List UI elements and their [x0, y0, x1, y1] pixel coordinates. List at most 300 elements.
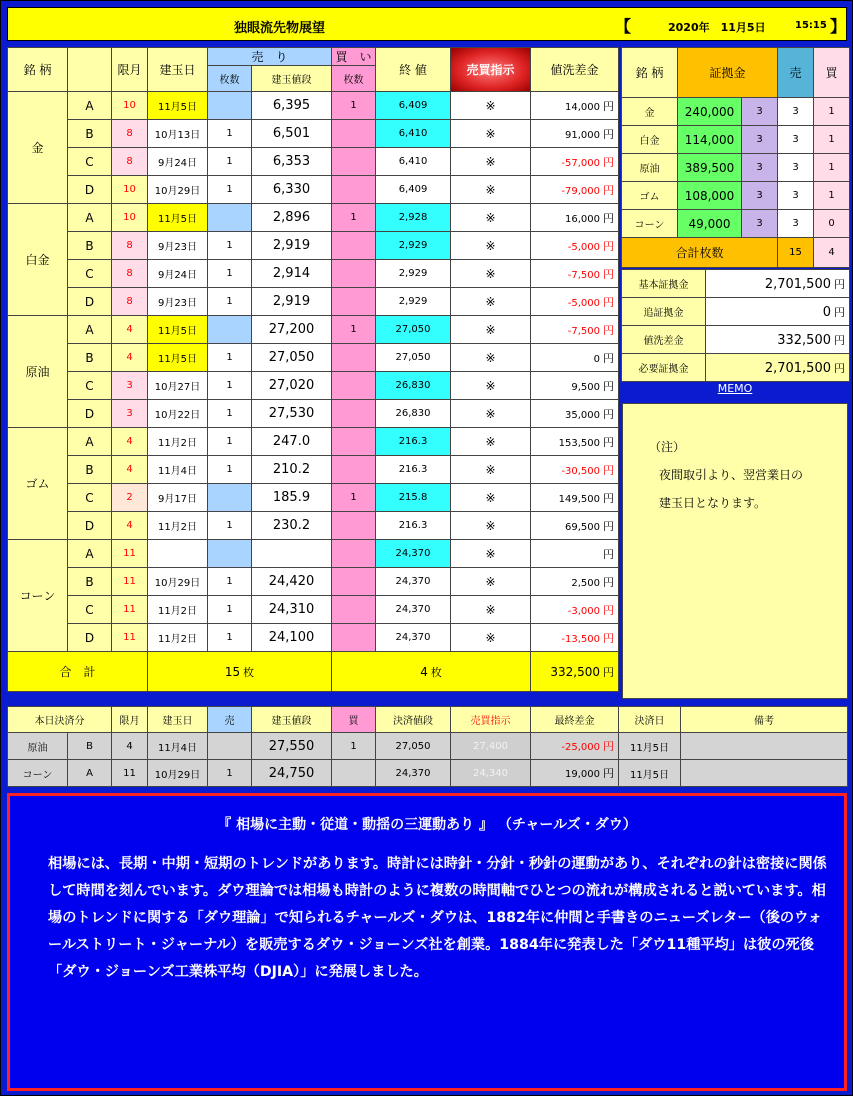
row-date — [148, 540, 208, 568]
row-buy-text: 1 — [350, 212, 357, 223]
margin-brand — [622, 98, 678, 126]
row-order-text: ※ — [485, 434, 496, 449]
row-order[interactable] — [451, 512, 531, 540]
row-order[interactable] — [451, 92, 531, 120]
col-order — [451, 48, 531, 92]
row-close-text: 6,409 — [398, 100, 428, 111]
margin-value-text: 49,000 — [688, 216, 731, 231]
row-price-text: 6,330 — [272, 182, 311, 197]
row-close-text: 6,410 — [398, 156, 428, 167]
row-order-text: ※ — [485, 154, 496, 169]
table-row — [8, 316, 619, 344]
row-order-text: ※ — [485, 630, 496, 645]
margin-value — [678, 182, 742, 210]
row-sell-text: 1 — [226, 240, 233, 251]
row-id — [68, 120, 112, 148]
margin-sell-text: 3 — [792, 106, 799, 117]
row-close-text: 27,050 — [395, 352, 431, 363]
col-sell-text: 売 — [224, 716, 235, 727]
row-close — [376, 400, 451, 428]
total-label-text: 合 計 — [59, 665, 96, 679]
row-sell-text: 1 — [226, 128, 233, 139]
total-sell — [148, 652, 332, 692]
row-diff-text: 9,500 — [571, 381, 601, 393]
yen-unit: 円 — [603, 155, 615, 169]
settle-name — [8, 760, 68, 787]
memo-box — [622, 403, 848, 699]
row-diff — [531, 176, 619, 204]
margin-table — [621, 47, 850, 268]
col-price-text: 建玉値段 — [271, 716, 312, 727]
yen-unit: 円 — [603, 295, 615, 309]
margin-buy — [814, 210, 850, 238]
margin-sell-text: 3 — [792, 190, 799, 201]
settle-date-text: 11月4日 — [157, 742, 198, 754]
row-price — [252, 344, 332, 372]
settle-final — [531, 760, 619, 787]
row-id-text: C — [85, 490, 94, 505]
row-diff-text: 14,000 — [565, 101, 601, 113]
row-sell — [208, 148, 252, 176]
row-close — [376, 316, 451, 344]
row-buy-text: 1 — [350, 100, 357, 111]
row-month — [112, 568, 148, 596]
row-price — [252, 260, 332, 288]
row-order[interactable] — [451, 316, 531, 344]
row-sell — [208, 484, 252, 512]
summary-value — [706, 354, 850, 382]
row-order[interactable] — [451, 204, 531, 232]
row-order-text: ※ — [485, 462, 496, 477]
row-diff-text: -57,000 — [561, 157, 601, 169]
row-date-text: 11月2日 — [157, 438, 198, 449]
row-date-text: 10月29日 — [154, 578, 201, 589]
col-brand-text: 銘 柄 — [23, 63, 52, 77]
row-date — [148, 400, 208, 428]
row-buy — [332, 456, 376, 484]
row-close — [376, 120, 451, 148]
row-month-text: 8 — [126, 268, 133, 279]
margin-value — [678, 126, 742, 154]
col-buy-text: 買 — [825, 66, 838, 80]
row-price — [252, 512, 332, 540]
row-date-text: 10月29日 — [154, 186, 201, 197]
row-close-text: 26,830 — [395, 380, 431, 391]
settle-note — [681, 760, 848, 787]
margin-row — [622, 154, 850, 182]
row-diff-text: -7,500 — [567, 269, 601, 281]
yen-unit: 円 — [834, 277, 845, 291]
table-row — [8, 428, 619, 456]
row-price-text: 185.9 — [272, 490, 311, 505]
row-close — [376, 148, 451, 176]
row-id — [68, 204, 112, 232]
row-sell — [208, 540, 252, 568]
row-sell-text: 1 — [226, 604, 233, 615]
col-buy — [332, 48, 376, 66]
row-order[interactable] — [451, 400, 531, 428]
row-date — [148, 344, 208, 372]
margin-header — [622, 48, 850, 98]
settlement-table — [7, 706, 848, 787]
row-close — [376, 484, 451, 512]
row-diff — [531, 428, 619, 456]
col-month-text: 限月 — [117, 63, 142, 77]
row-id — [68, 176, 112, 204]
brand-name-text: ゴム — [25, 477, 50, 491]
col-sell-qty — [208, 66, 252, 92]
row-close — [376, 428, 451, 456]
yen-unit: 円 — [603, 407, 615, 421]
row-date — [148, 484, 208, 512]
row-sell-text: 1 — [226, 184, 233, 195]
row-price — [252, 92, 332, 120]
positions-table — [7, 47, 619, 692]
memo-line: 夜間取引より、翌営業日の — [659, 468, 804, 482]
row-diff — [531, 512, 619, 540]
margin-sell — [778, 98, 814, 126]
row-month-text: 4 — [126, 352, 133, 363]
row-order[interactable] — [451, 148, 531, 176]
row-id-text: C — [85, 154, 94, 169]
col-sell — [778, 48, 814, 98]
header-bar — [7, 7, 847, 41]
row-date-text: 11月5日 — [157, 102, 198, 113]
margin-brand-text: ゴム — [639, 192, 660, 203]
summary-row — [622, 298, 850, 326]
summary-label-text: 追証拠金 — [643, 308, 684, 319]
settle-id-text: B — [86, 740, 93, 752]
settle-price — [252, 733, 332, 760]
col-date — [148, 48, 208, 92]
col-date-text: 建玉日 — [162, 716, 193, 727]
col-id — [68, 48, 112, 92]
margin-buy-text: 1 — [828, 162, 835, 173]
col-margin — [678, 48, 778, 98]
row-month-text: 3 — [126, 408, 133, 419]
row-buy — [332, 120, 376, 148]
total-label — [8, 652, 148, 692]
total-sell-text: 15 — [224, 664, 241, 679]
row-date-text: 9月23日 — [157, 298, 198, 309]
brand-name — [8, 428, 68, 540]
table-row — [8, 400, 619, 428]
margin-total-sell — [778, 238, 814, 268]
brand-name-text: 金 — [31, 141, 44, 155]
total-diff — [531, 652, 619, 692]
row-diff-text: 16,000 — [565, 213, 601, 225]
row-month-text: 11 — [123, 576, 136, 587]
margin-value — [678, 154, 742, 182]
settle-final — [531, 733, 619, 760]
row-diff — [531, 204, 619, 232]
row-close-text: 26,830 — [395, 408, 431, 419]
brand-name-text: コーン — [19, 589, 56, 603]
row-order[interactable] — [451, 176, 531, 204]
yen-unit: 円 — [603, 463, 615, 477]
row-price-text: 24,100 — [268, 630, 315, 645]
row-buy — [332, 344, 376, 372]
row-diff-text: 35,000 — [565, 409, 601, 421]
row-buy — [332, 596, 376, 624]
row-date — [148, 624, 208, 652]
row-order[interactable] — [451, 568, 531, 596]
yen-unit: 円 — [603, 183, 615, 197]
memo-title[interactable]: MEMO — [717, 382, 753, 395]
margin-brand — [622, 126, 678, 154]
margin-sell — [778, 182, 814, 210]
row-id-text: B — [85, 462, 94, 477]
unit: 枚 — [430, 665, 442, 679]
header-time: 15:15 — [795, 20, 827, 31]
page-title: 独眼流先物展望 — [234, 21, 326, 36]
row-id — [68, 400, 112, 428]
row-id-text: C — [85, 378, 94, 393]
summary-label — [622, 298, 706, 326]
row-date — [148, 372, 208, 400]
settle-row — [8, 733, 848, 760]
row-close — [376, 176, 451, 204]
row-date — [148, 568, 208, 596]
row-sell — [208, 456, 252, 484]
row-diff — [531, 148, 619, 176]
row-buy — [332, 260, 376, 288]
margin-total-buy-text: 4 — [828, 247, 835, 258]
row-close-text: 216.3 — [398, 520, 428, 531]
col-date-text: 建玉日 — [159, 63, 196, 77]
row-id — [68, 92, 112, 120]
row-order-text: ※ — [485, 546, 496, 561]
row-price — [252, 372, 332, 400]
margin-mult-text: 3 — [756, 106, 763, 117]
settle-name-text: 原油 — [27, 742, 48, 754]
settle-date-text: 10月29日 — [154, 769, 201, 781]
row-order[interactable] — [451, 484, 531, 512]
col-name-text: 本日決済分 — [34, 716, 85, 727]
col-buy-text: 買 — [348, 716, 359, 727]
row-date — [148, 260, 208, 288]
row-date-text: 11月2日 — [157, 634, 198, 645]
table-row — [8, 204, 619, 232]
settle-order-text: 24,340 — [473, 767, 508, 779]
col-price — [252, 707, 332, 733]
unit: 枚 — [243, 665, 255, 679]
row-price — [252, 288, 332, 316]
row-sell-text: 1 — [226, 380, 233, 391]
total-buy-text: 4 — [420, 664, 428, 679]
row-order-text: ※ — [485, 350, 496, 365]
margin-brand — [622, 154, 678, 182]
row-price-text: 247.0 — [272, 434, 311, 449]
row-sell — [208, 568, 252, 596]
row-close-text: 6,409 — [398, 184, 428, 195]
table-row — [8, 568, 619, 596]
row-order[interactable] — [451, 456, 531, 484]
row-month-text: 4 — [126, 436, 133, 447]
row-close — [376, 204, 451, 232]
row-diff — [531, 316, 619, 344]
margin-value-text: 389,500 — [684, 160, 735, 175]
row-date — [148, 456, 208, 484]
row-diff — [531, 120, 619, 148]
row-order[interactable] — [451, 120, 531, 148]
row-order[interactable] — [451, 540, 531, 568]
row-sell — [208, 204, 252, 232]
table-row — [8, 120, 619, 148]
row-buy — [332, 372, 376, 400]
row-order[interactable] — [451, 428, 531, 456]
row-sell — [208, 344, 252, 372]
row-buy — [332, 568, 376, 596]
table-row — [8, 596, 619, 624]
margin-row — [622, 126, 850, 154]
row-order[interactable] — [451, 344, 531, 372]
row-close — [376, 288, 451, 316]
yen-unit: 円 — [603, 631, 615, 645]
yen-unit: 円 — [603, 379, 615, 393]
row-id-text: D — [84, 630, 95, 645]
row-price-text: 2,919 — [272, 294, 311, 309]
summary-value-text: 2,701,500 — [764, 360, 831, 376]
settle-month-text: 11 — [123, 767, 136, 779]
row-order-text: ※ — [485, 238, 496, 253]
row-date-text: 11月2日 — [157, 606, 198, 617]
row-date — [148, 232, 208, 260]
row-order[interactable] — [451, 260, 531, 288]
row-order[interactable] — [451, 288, 531, 316]
row-diff-text: -30,500 — [561, 465, 601, 477]
row-month — [112, 456, 148, 484]
margin-total-label-text: 合計枚数 — [675, 246, 724, 260]
row-id-text: A — [85, 98, 94, 113]
settle-id — [68, 733, 112, 760]
row-close-text: 6,410 — [398, 128, 428, 139]
yen-unit: 円 — [603, 435, 615, 449]
brand-name-text: 原油 — [25, 365, 50, 379]
row-order[interactable] — [451, 624, 531, 652]
row-buy-text: 1 — [350, 324, 357, 335]
row-month-text: 11 — [123, 548, 136, 559]
margin-mult — [742, 182, 778, 210]
row-price-text: 2,919 — [272, 238, 311, 253]
row-date-text: 11月5日 — [157, 214, 198, 225]
margin-buy-text: 0 — [828, 218, 835, 229]
row-price — [252, 400, 332, 428]
row-date — [148, 204, 208, 232]
row-close — [376, 344, 451, 372]
row-order-text: ※ — [485, 322, 496, 337]
row-price-text: 6,501 — [272, 126, 311, 141]
margin-sell — [778, 210, 814, 238]
margin-mult — [742, 210, 778, 238]
margin-summary — [621, 269, 850, 382]
row-price-text: 2,914 — [272, 266, 311, 281]
row-id — [68, 540, 112, 568]
row-id — [68, 596, 112, 624]
col-margin-text: 証拠金 — [709, 66, 746, 80]
col-sell-text: 売 り — [251, 50, 288, 64]
row-close-text: 24,370 — [395, 548, 431, 559]
margin-mult — [742, 126, 778, 154]
row-month — [112, 204, 148, 232]
yen-unit: 円 — [834, 333, 845, 347]
row-diff-text: 153,500 — [558, 437, 601, 449]
row-id-text: B — [85, 238, 94, 253]
row-sell-text: 1 — [226, 464, 233, 475]
margin-mult-text: 3 — [756, 162, 763, 173]
margin-sell — [778, 126, 814, 154]
row-diff — [531, 260, 619, 288]
row-diff-text: -79,000 — [561, 185, 601, 197]
summary-row — [622, 354, 850, 382]
settle-note — [681, 733, 848, 760]
settle-order — [451, 760, 531, 787]
col-close-text: 終 値 — [399, 63, 427, 77]
row-sell — [208, 232, 252, 260]
table-row — [8, 372, 619, 400]
row-id — [68, 344, 112, 372]
settle-final-text: -25,000 — [561, 742, 600, 753]
margin-row — [622, 98, 850, 126]
col-month — [112, 707, 148, 733]
row-month — [112, 260, 148, 288]
row-sell — [208, 512, 252, 540]
yen-unit: 円 — [603, 740, 614, 753]
row-buy — [332, 204, 376, 232]
col-brand — [8, 48, 68, 92]
col-buy-qty-text: 枚数 — [343, 75, 364, 86]
row-diff — [531, 484, 619, 512]
row-date — [148, 596, 208, 624]
row-month-text: 10 — [123, 212, 136, 223]
row-buy — [332, 484, 376, 512]
row-close — [376, 568, 451, 596]
yen-unit: 円 — [603, 99, 615, 113]
row-month — [112, 148, 148, 176]
row-date-text: 10月27日 — [154, 382, 201, 393]
col-sell-qty-text: 枚数 — [219, 75, 240, 86]
margin-value-text: 240,000 — [684, 104, 735, 119]
row-order[interactable] — [451, 372, 531, 400]
row-buy — [332, 512, 376, 540]
row-month — [112, 624, 148, 652]
row-id-text: A — [85, 434, 94, 449]
row-month — [112, 512, 148, 540]
row-id-text: B — [85, 574, 94, 589]
margin-brand — [622, 182, 678, 210]
row-id — [68, 260, 112, 288]
row-buy — [332, 176, 376, 204]
settle-month — [112, 760, 148, 787]
row-close-text: 216.3 — [398, 464, 428, 475]
article-body: 相場には、長期・中期・短期のトレンドがあります。時計には時針・分針・秒針の運動があり、それぞれの針は密接に関係して時間を刻んでいます。ダウ理論では相場も時計のように複数の時間軸でひとつの流れが構成されると説いています。相場のトレンドに関する「ダウ理論」で知られるチャールズ・ダウは、1882年に仲間と手書きのニューズレター（後のウォールストリート・ジャーナル）を販売するダウ・ジョーンズ社を創業。1884年に発表した「ダウ11種平均」は彼の死後「ダウ・ジョーンズ工業株平均（DJIA）」に発展しました。 — [48, 856, 827, 980]
summary-label-text: 基本証拠金 — [638, 280, 689, 291]
col-buy-qty — [332, 66, 376, 92]
row-order[interactable] — [451, 232, 531, 260]
yen-unit: 円 — [603, 575, 615, 589]
margin-row — [622, 182, 850, 210]
row-sell — [208, 316, 252, 344]
settle-buy — [332, 760, 376, 787]
row-diff — [531, 624, 619, 652]
row-date-text: 10月22日 — [154, 410, 201, 421]
row-order[interactable] — [451, 596, 531, 624]
col-close — [376, 48, 451, 92]
row-month-text: 4 — [126, 520, 133, 531]
row-date — [148, 148, 208, 176]
row-price — [252, 204, 332, 232]
row-month — [112, 344, 148, 372]
